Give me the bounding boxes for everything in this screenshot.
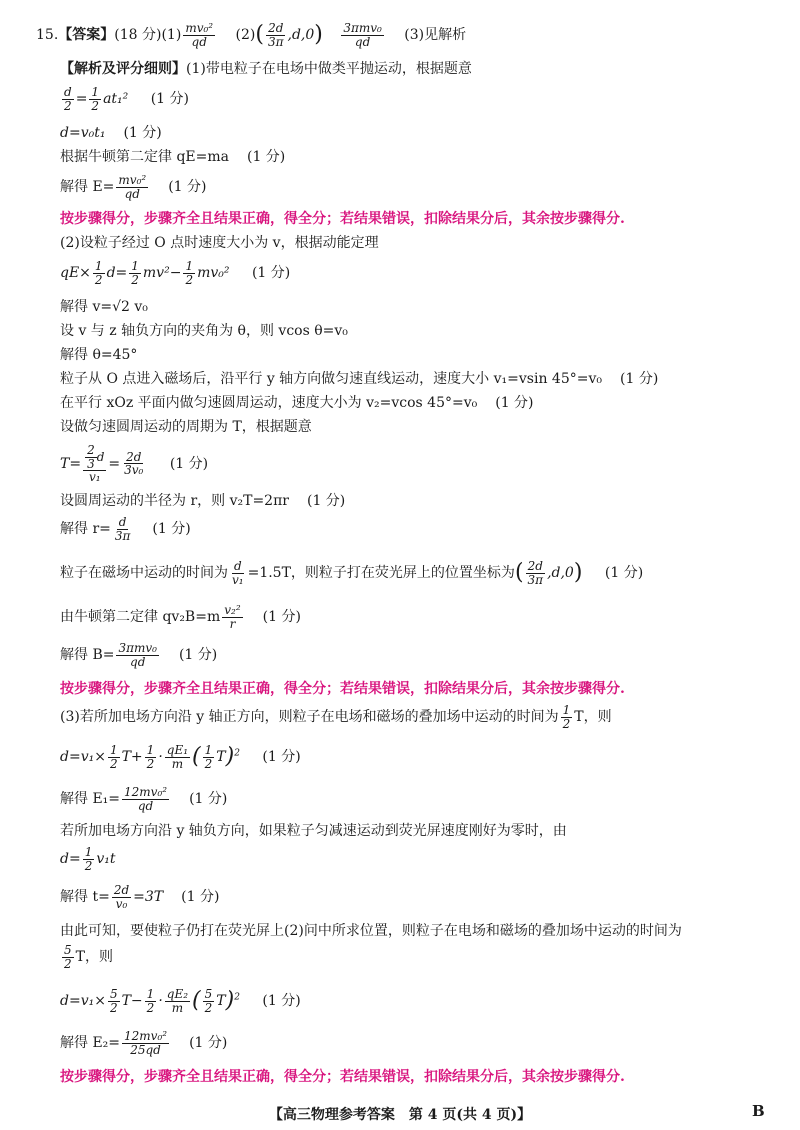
part-label: (3)见解析 xyxy=(404,27,467,44)
score-label: (1 分) xyxy=(189,1035,228,1052)
score-label: (1 分) xyxy=(262,993,301,1010)
paren: ( xyxy=(514,560,524,586)
equation: T= $\frac{2}{3}$ d v₁ = $\frac{2d}{\text{3v₀}}$ (1 分) xyxy=(60,443,209,485)
fraction: $\frac{d}{\text{v₁}}$ xyxy=(232,559,244,587)
text-line: 根据牛顿第二定律 qE=ma (1 分) xyxy=(60,149,286,165)
fraction: $\frac{\text{3πmv₀}}{qd}$ xyxy=(118,641,157,669)
equation: d=v₁× $\frac{1}{2}$ T+ $\frac{1}{2}$ · $\frac{\text{qE₁}}{m}$ ( $\frac{1}{2}$ T)$^2$ (1 分) xyxy=(60,743,301,771)
fraction: $\frac{2d}{\text{v₀}}$ xyxy=(113,883,130,911)
paren: ) xyxy=(225,988,235,1014)
paren: ( xyxy=(255,22,264,48)
paren: ) xyxy=(314,22,323,48)
equation: 由牛顿第二定律 qv₂B=m $\frac{\text{v₂²}}{r}$ (1 分) xyxy=(60,603,301,631)
score-label: (18 分) xyxy=(114,27,162,44)
score-label: (1 分) xyxy=(152,521,191,538)
fraction: $\frac{1}{2}$ xyxy=(84,845,93,873)
part-label: (2) xyxy=(235,27,256,44)
text-line: 粒子从 O 点进入磁场后，沿平行 y 轴方向做匀速直线运动，速度大小 v₁=vsin 45°=v₀ (1 分) xyxy=(60,371,659,387)
equation: (3)若所加电场方向沿 y 轴正方向，则粒子在电场和磁场的叠加场中运动的时间为 $\frac{1}{2}$ T，则 xyxy=(60,703,612,731)
fraction: $\frac{\text{12mv₀²}}{25qd}$ xyxy=(124,1029,168,1057)
scoring-rule-note: 按步骤得分，步骤齐全且结果正确，得全分；若结果错误，扣除结果分后，其余按步骤得分. xyxy=(60,1069,625,1085)
fraction: $\frac{2d}{3\pi}$ xyxy=(267,21,284,49)
coord-rest: ,d,0 xyxy=(287,27,315,44)
fraction: $\frac{1}{2}$ xyxy=(146,743,155,771)
paren: ) xyxy=(573,560,583,586)
part-label: (1) xyxy=(161,27,182,44)
text-line: 解得 θ=45° xyxy=(60,347,138,363)
fraction: $\frac{\text{mv₀²}}{qd}$ xyxy=(185,21,214,49)
fraction: $\frac{\text{qE₁}}{m}$ xyxy=(166,743,189,771)
fraction: $\frac{1}{2}$ xyxy=(146,987,155,1015)
score-label: (1 分) xyxy=(251,265,291,282)
fraction: $\frac{2d}{\text{3v₀}}$ xyxy=(124,449,144,478)
equation: 解得 B= $\frac{\text{3πmv₀}}{qd}$ (1 分) xyxy=(60,641,218,669)
fraction: $\frac{1}{2}$ xyxy=(91,85,100,113)
score-label: (1 分) xyxy=(178,647,218,664)
fraction: $\frac{1}{2}$ xyxy=(562,703,571,731)
equation: d= $\frac{1}{2}$ v₁t xyxy=(60,845,116,873)
equation: $\frac{5}{2}$ T，则 xyxy=(64,943,113,971)
score-label: (1 分) xyxy=(189,791,228,808)
compound-fraction: $\frac{2}{3}$ d v₁ xyxy=(83,444,106,484)
section-title: 【解析及评分细则】 xyxy=(60,61,186,77)
score-label: (1 分) xyxy=(123,125,162,141)
equation: 解得 E= $\frac{\text{mv₀²}}{qd}$ (1 分) xyxy=(60,173,207,201)
paren: ( xyxy=(192,744,201,770)
text-line: 设圆周运动的半径为 r，则 v₂T=2πr (1 分) xyxy=(60,493,346,509)
fraction: $\frac{\text{v₂²}}{r}$ xyxy=(224,603,241,631)
page-footer: 【高三物理参考答案 第 4 页(共 4 页)】 xyxy=(268,1107,532,1123)
text-line: 设做匀速圆周运动的周期为 T，根据题意 xyxy=(60,419,312,435)
score-label: (1 分) xyxy=(181,889,220,906)
text-line: 设 v 与 z 轴负方向的夹角为 θ，则 vcos θ=v₀ xyxy=(60,323,348,339)
score-label: (1 分) xyxy=(169,455,209,472)
equation: 解得 t= $\frac{2d}{\text{v₀}}$ =3T (1 分) xyxy=(60,883,220,911)
equation: d=v₁× $\frac{5}{2}$ T− $\frac{1}{2}$ · $\frac{\text{qE₂}}{m}$ ( $\frac{5}{2}$ T)$^2$ (1 分) xyxy=(60,987,301,1015)
score-label: (1 分) xyxy=(150,91,189,108)
fraction: $\frac{5}{2}$ xyxy=(204,987,213,1015)
fraction: $\frac{d}{3\pi}$ xyxy=(114,515,131,543)
score-label: (1 分) xyxy=(168,179,207,196)
score-label: (1 分) xyxy=(262,749,301,766)
fraction: $\frac{1}{2}$ xyxy=(185,259,194,287)
fraction: $\frac{1}{2}$ xyxy=(204,743,213,771)
fraction: $\frac{5}{2}$ xyxy=(109,987,118,1015)
fraction: $\frac{\text{mv₀²}}{qd}$ xyxy=(118,173,147,201)
paren: ( xyxy=(192,988,201,1014)
text-line: (2)设粒子经过 O 点时速度大小为 v，根据动能定理 xyxy=(60,235,379,251)
score-label: (1 分) xyxy=(246,149,286,165)
score-label: (1 分) xyxy=(262,609,301,626)
equation: 解得 E₂= $\frac{\text{12mv₀²}}{25qd}$ (1 分) xyxy=(60,1029,228,1057)
equation: 粒子在磁场中运动的时间为 $\frac{d}{\text{v₁}}$ =1.5T，则粒子打在荧光屏上的位置坐标为( $\frac{2d}{3\pi}$ ,d,0) (1 分) xyxy=(60,559,644,587)
fraction: $\frac{1}{2}$ xyxy=(109,743,118,771)
answer-line xyxy=(36,22,466,48)
text-line: 若所加电场方向沿 y 轴负方向，如果粒子匀减速运动到荧光屏速度刚好为零时，由 xyxy=(60,823,567,839)
equation: qE× $\frac{1}{2}$ d= $\frac{1}{2}$ mv²− $\frac{1}{2}$ mv₀² (1 分) xyxy=(60,259,291,287)
equation: d=v₀t₁ (1 分) xyxy=(60,125,162,141)
fraction: $\frac{1}{2}$ xyxy=(94,259,103,287)
text-line: 解得 v=√2 v₀ xyxy=(60,299,148,315)
equation: 解得 E₁= $\frac{\text{12mv₀²}}{qd}$ (1 分) xyxy=(60,785,228,813)
section-line xyxy=(60,60,472,78)
score-label: (1 分) xyxy=(306,493,346,509)
equation: $\frac{d}{2}$ = $\frac{1}{2}$ at₁² (1 分) xyxy=(64,85,189,113)
score-label: (1 分) xyxy=(620,371,659,387)
paren: ) xyxy=(225,744,235,770)
fraction: $\frac{\text{12mv₀²}}{qd}$ xyxy=(124,785,168,813)
fraction: $\frac{d}{2}$ xyxy=(64,85,72,113)
fraction: $\frac{2d}{3\pi}$ xyxy=(527,559,544,587)
fraction: $\frac{\text{qE₂}}{m}$ xyxy=(166,987,189,1015)
scoring-rule-note: 按步骤得分，步骤齐全且结果正确，得全分；若结果错误，扣除结果分后，其余按步骤得分. xyxy=(60,211,625,227)
text-line: 在平行 xOz 平面内做匀速圆周运动，速度大小为 v₂=vcos 45°=v₀ (1 分) xyxy=(60,395,534,411)
answer-tag: 【答案】 xyxy=(58,27,115,44)
score-label: (1 分) xyxy=(495,395,534,411)
fraction: $\frac{1}{2}$ xyxy=(131,259,139,287)
score-label: (1 分) xyxy=(604,565,644,582)
intro-text: (1)带电粒子在电场中做类平抛运动，根据题意 xyxy=(186,61,472,77)
fraction: $\frac{\text{3πmv₀}}{qd}$ xyxy=(343,21,382,49)
version-mark: B xyxy=(752,1102,765,1120)
text-line: 由此可知，要使粒子仍打在荧光屏上(2)问中所求位置，则粒子在电场和磁场的叠加场中运动的时间为 xyxy=(60,923,682,939)
question-number: 15. xyxy=(36,27,59,44)
scoring-rule-note: 按步骤得分，步骤齐全且结果正确，得全分；若结果错误，扣除结果分后，其余按步骤得分. xyxy=(60,681,625,697)
equation: 解得 r= $\frac{d}{3\pi}$ (1 分) xyxy=(60,515,191,543)
fraction: $\frac{5}{2}$ xyxy=(64,943,72,971)
